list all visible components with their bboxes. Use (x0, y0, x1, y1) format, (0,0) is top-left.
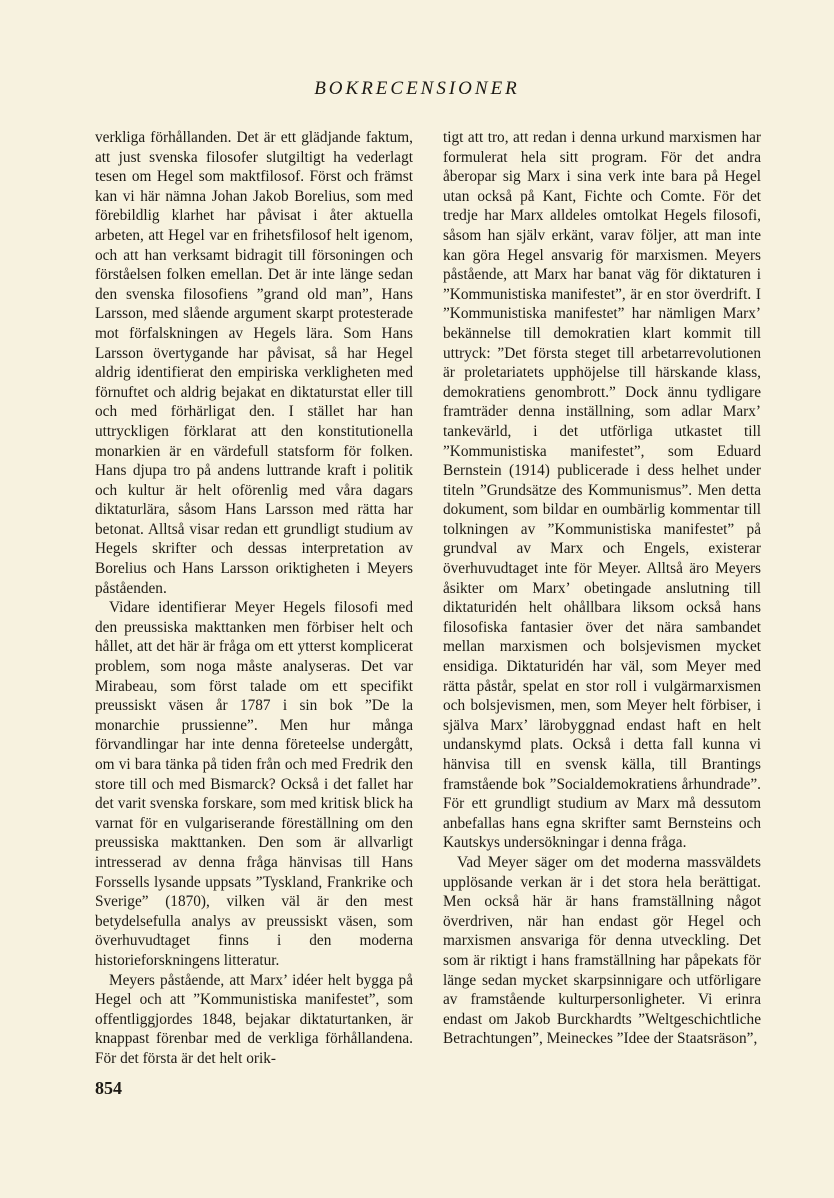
page-number: 854 (95, 1078, 122, 1098)
paragraph: Meyers påstående, att Marx’ idéer helt bygga på Hegel och att ”Kommunistiska manifestet”, som offentliggjordes 1848, bejakar diktaturtanken, är knappast förenbar med de verkliga förhållandena. För det första är det helt orik- (95, 971, 413, 1067)
paragraph: verkliga förhållanden. Det är ett glädjande faktum, att just svenska filosofer slutgiltigt ha vederlagt tesen om Hegel som maktfilosof. Först och främst kan vi här nämna Johan Jakob Borelius, som med förebildlig klarhet har påvisat i åter aktuella arbeten, att Hegel var en frihetsfilosof helt igenom, och att han verksamt bidragit till försoningen och förståelsen folken emellan. Det är inte länge sedan den svenska filosofiens ”grand old man”, Hans Larsson, med slående argument skarpt protesterade mot förfalskningen av Hegels lära. Som Hans Larsson övertygande har påvisat, så har Hegel aldrig identifierat den empiriska verkligheten med förnuftet och aldrig bejakat en diktaturstat eller till och med förhärligat den. I stället har han uttryckligen förklarat att den konstitutionella monarkien är en värdefull statsform för folken. Hans djupa tro på andens luttrande kraft i politik och kultur är helt oförenlig med våra dagars diktaturlära, såsom Hans Larsson med rätta har betonat. Alltså visar redan ett grundligt studium av Hegels skrifter och dessas interpretation av Borelius och Hans Larsson oriktigheten i Meyers påståenden. (95, 129, 413, 597)
left-column (95, 128, 413, 1069)
paragraph: tigt att tro, att redan i denna urkund marxismen har formulerat hela sitt program. För det andra åberopar sig Marx i sina verk inte bara på Hegel utan också på Kant, Fichte och Comte. För det tredje har Marx alldeles omtolkat Hegels filosofi, såsom han själv erkänt, varav följer, att man inte kan göra Hegel ansvarig för marxismen. Meyers påstående, att Marx har banat väg för diktaturen i ”Kommunistiska manifestet”, är en stor överdrift. I ”Kommunistiska manifestet” har nämligen Marx’ bekännelse till demokratien klart kommit till uttryck: ”Det första steget till arbetarrevolutionen är proletariatets upphöjelse till härskande klass, demokratiens genombrott.” Dock ännu tydligare framträder denna inställning, som adlar Marx’ tankevärld, i det utförliga utkastet till ”Kommunistiska manifestet”, som Eduard Bernstein (1914) publicerade i dess helhet under titeln ”Grundsätze des Kommunismus”. Men detta dokument, som bildar en oumbärlig kommentar till tolkningen av ”Kommunistiska manifestet” på grundval av Marx och Engels, existerar överhuvudtaget inte för Meyer. Alltså äro Meyers åsikter om Marx’ obetingade anslutning till diktaturidén helt ohållbara liksom också hans filosofiska fantasier över det nära sambandet mellan marxismen och bolsjevismen mycket ensidiga. Diktaturidén har väl, som Meyer med rätta påstår, spelat en stor roll i vulgärmarxismen och bolsjevismen, men, som Meyer helt förbiser, i själva Marx’ lärobyggnad endast haft en helt undanskymd plats. Också i detta fall kunna vi hänvisa till en svensk källa, till Brantings framstående bok ”Socialdemokratiens århundrade”. För ett grundligt studium av Marx må dessutom anbefallas hans egna skrifter samt Bernsteins och Kautskys undersökningar i denna fråga. (443, 129, 761, 852)
paragraph: Vad Meyer säger om det moderna massväldets upplösande verkan är i det stora hela berättigat. Men också här är hans framställning något överdriven, när han endast gör Hegel och marxismen ansvariga för denna utveckling. Det som är riktigt i hans framställning har påpekats för länge sedan mycket skarpsinnigare och utförligare av framstående kulturpersonligheter. Vi erinra endast om Jakob Burckhardts ”Weltgeschichtliche Betrachtungen”, Meineckes ”Idee der Staatsräson”, (443, 853, 761, 1048)
paragraph: Vidare identifierar Meyer Hegels filosofi med den preussiska makttanken men förbiser helt och hållet, att det här är fråga om ett ytterst komplicerat problem, som noga måste analyseras. Det var Mirabeau, som först talade om ett specifikt preussiskt väsen år 1787 i sin bok ”De la monarchie prussienne”. Men hur många förvandlingar har inte denna företeelse undergått, om vi bara tänka på tiden från och med Fredrik den store till och med Bismarck? Också i det fallet har det varit svenska forskare, som med kritisk blick ha varnat för en vulgariserande föreställning om den preussiska makttanken. Den som är allvarligt intresserad av denna fråga hänvisas till Hans Forssells lysande uppsats ”Tyskland, Frankrike och Sverige” (1870), vilken väl är den mest betydelsefulla analys av preussiskt väsen, som överhuvudtaget finns i den moderna historieforskningens litteratur. (95, 599, 413, 969)
right-column (443, 128, 761, 1049)
running-header: BOKRECENSIONER (314, 78, 520, 99)
